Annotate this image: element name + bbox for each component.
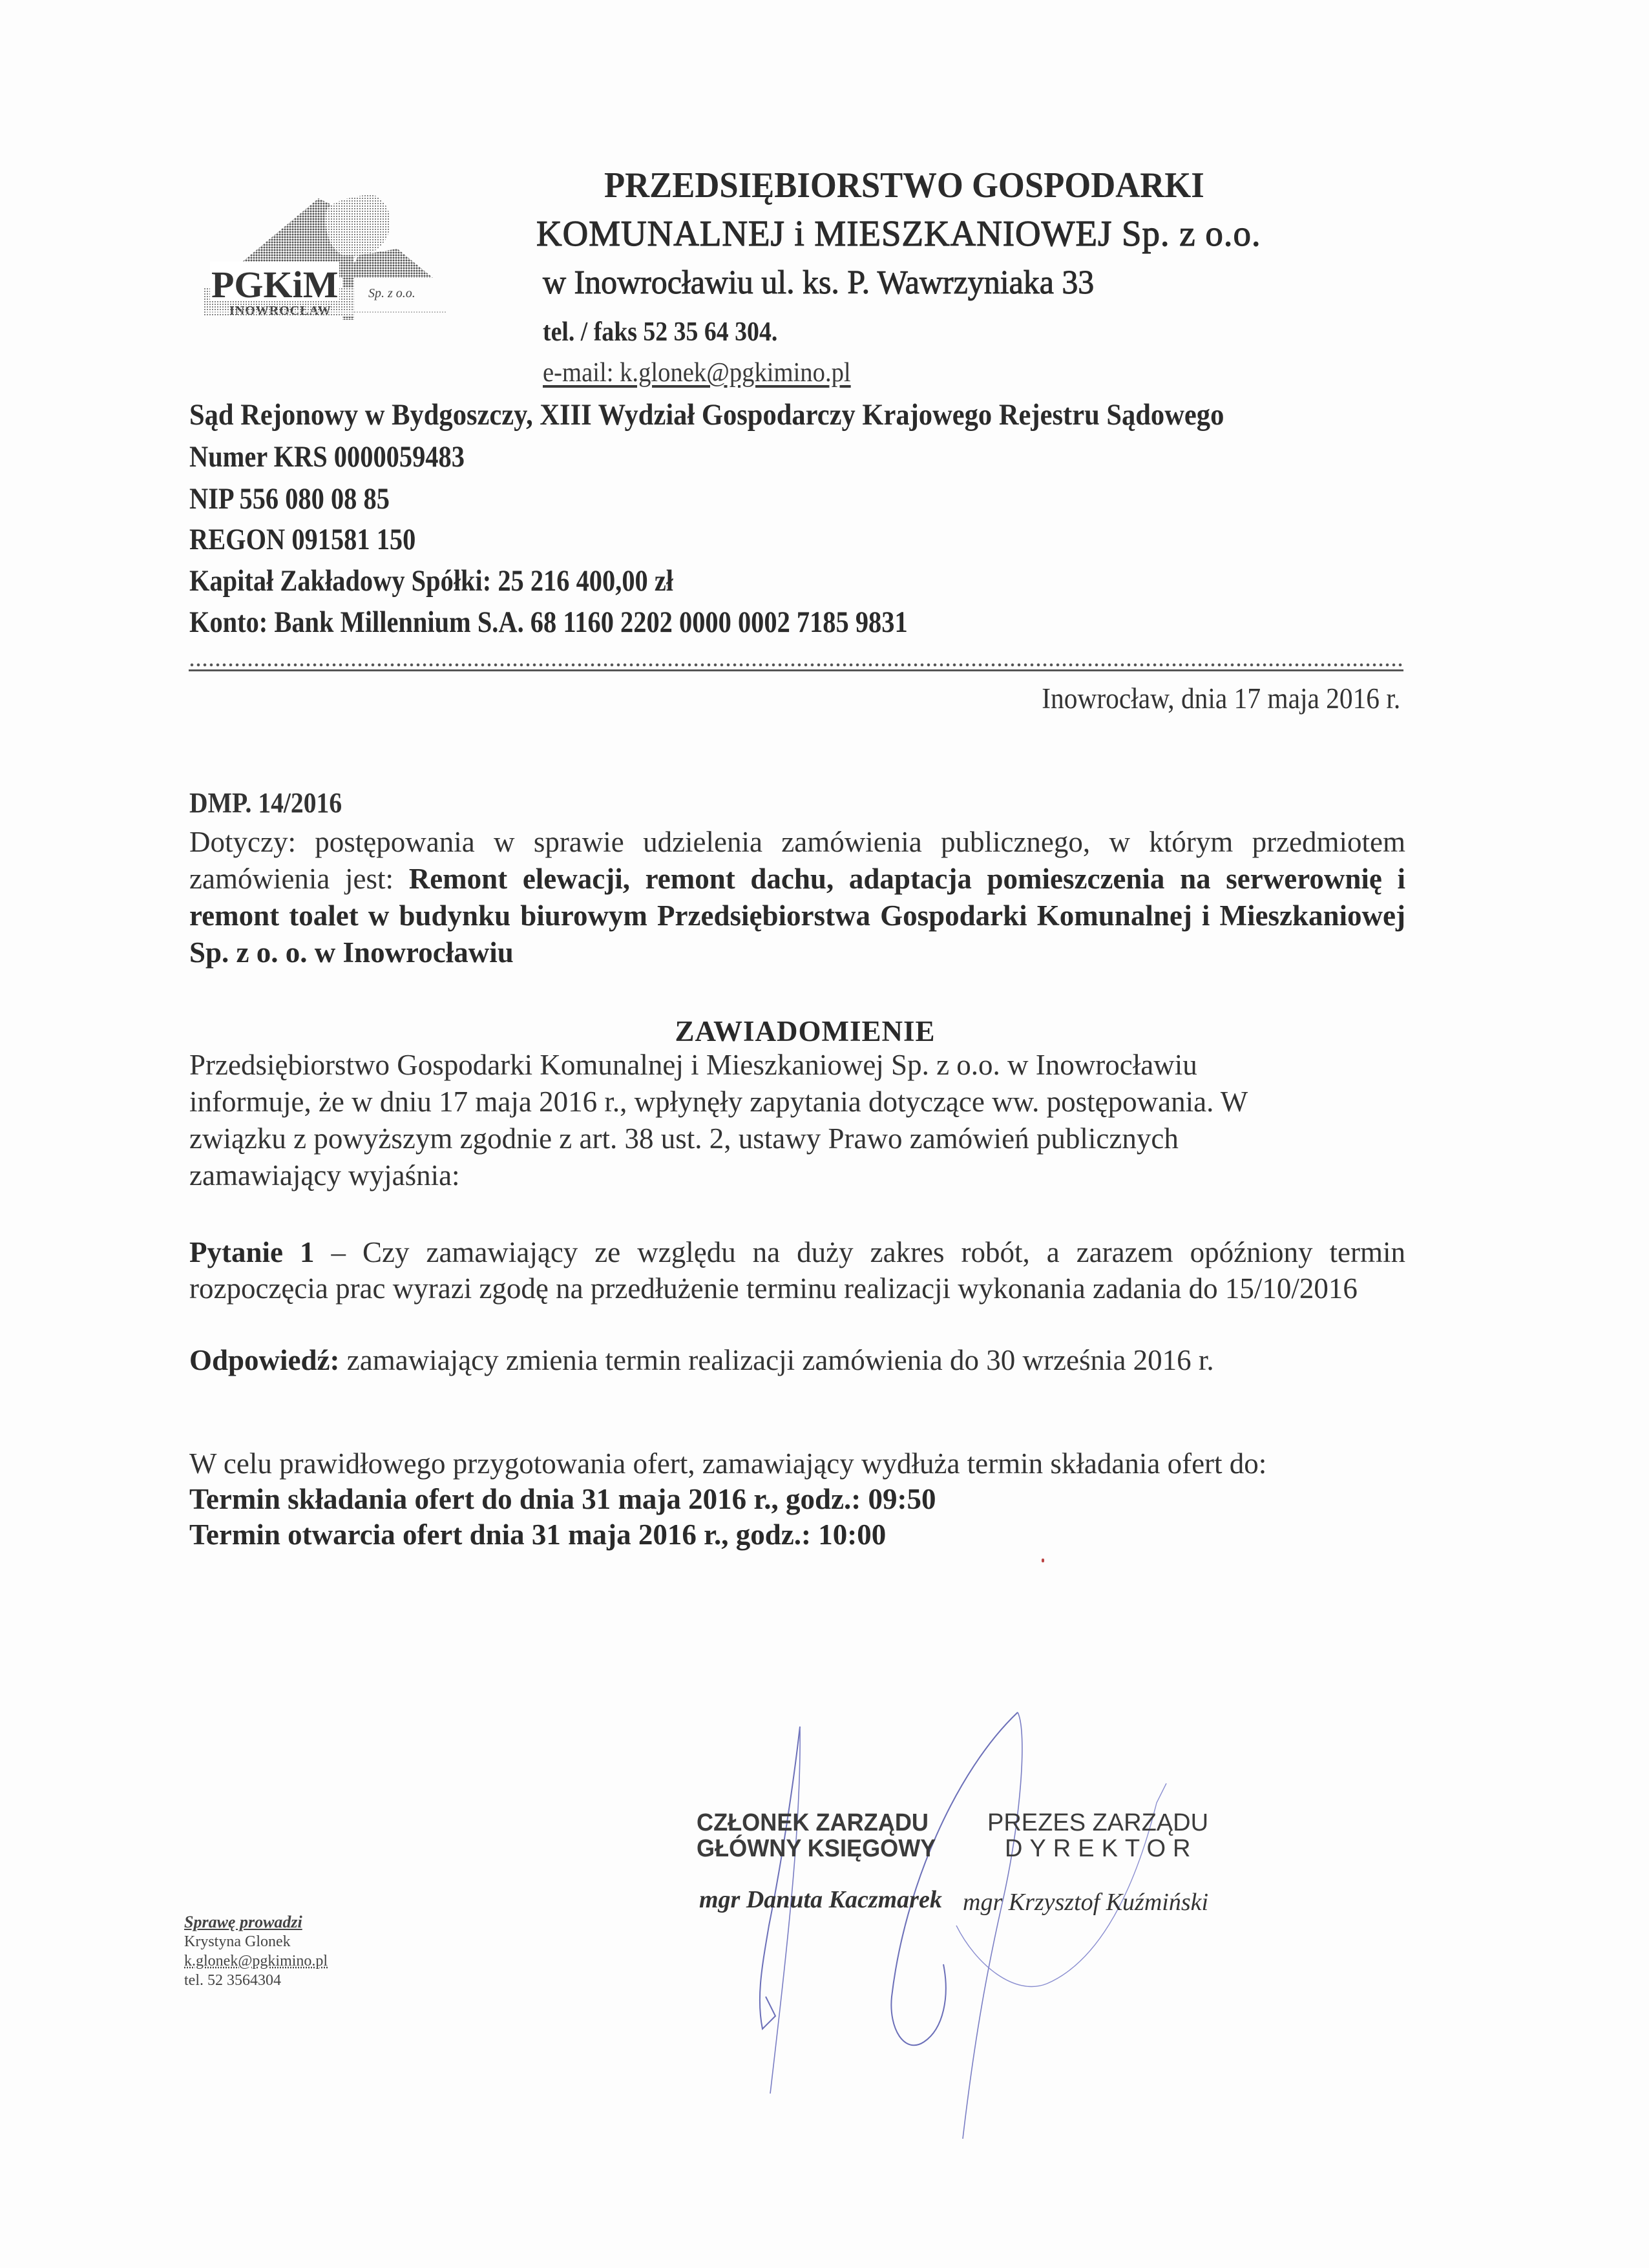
question-1	[189, 1234, 1405, 1307]
scan-speck	[1042, 1559, 1044, 1562]
tree-crown-shape	[326, 194, 390, 258]
case-handler-heading: Sprawę prowadzi	[184, 1913, 302, 1931]
submission-deadline: Termin składania ofert do dnia 31 maja 2016 r., godz.: 09:50	[189, 1483, 936, 1515]
answer-1	[189, 1343, 1405, 1378]
dotted-separator	[189, 662, 1403, 667]
logo-city: INOWROCŁAW	[229, 304, 331, 318]
subject-paragraph	[189, 824, 1405, 971]
regon-number: REGON 091581 150	[189, 523, 416, 556]
case-handler-name: Krystyna Glonek	[184, 1933, 291, 1950]
share-capital: Kapitał Zakładowy Spółki: 25 216 400,00 zł	[189, 564, 674, 598]
company-name-line2: KOMUNALNEJ i MIESZKANIOWEJ Sp. z o.o.	[536, 214, 1261, 254]
deadline-extension-text: W celu prawidłowego przygotowania ofert, zamawiający wydłuża termin składania ofert do:	[189, 1447, 1267, 1480]
court-registration: Sąd Rejonowy w Bydgoszczy, XIII Wydział Gospodarczy Krajowego Rejestru Sądowego	[189, 398, 1224, 432]
case-handler-phone: tel. 52 3564304	[184, 1972, 281, 1989]
opening-deadline: Termin otwarcia ofert dnia 31 maja 2016 r., godz.: 10:00	[189, 1518, 887, 1551]
case-handler-block	[184, 1913, 328, 1990]
signature-right-stem	[963, 1712, 1022, 2139]
subject-title: Remont elewacji, remont dachu, adaptacja pomieszczenia na serwerownię i remont toalet w budynku biurowym Przedsiębiorstwa Gospodarki Komunalnej i Mieszkaniowej Sp. z o. o. w Inowrocławiu	[189, 863, 1406, 969]
bank-account: Konto: Bank Millennium S.A. 68 1160 2202 0000 0002 7185 9831	[189, 605, 908, 639]
subject-intro: Dotyczy: postępowania w sprawie udzielenia zamówienia publicznego, w którym przedmiotem zamówienia jest:	[189, 826, 1405, 895]
stamp-board-member-title: CZŁONEK ZARZĄDU	[697, 1809, 929, 1836]
logo-mark: PGKiM	[211, 264, 339, 306]
handwritten-signatures	[743, 1693, 1292, 2158]
company-logo	[204, 158, 475, 320]
company-phone: tel. / faks 52 35 64 304.	[543, 317, 778, 347]
logo-graphic	[204, 158, 475, 320]
reference-number: DMP. 14/2016	[189, 787, 342, 819]
answer-text: zamawiający zmienia termin realizacji zamówienia do 30 września 2016 r.	[339, 1344, 1214, 1376]
question-dash: –	[314, 1236, 362, 1268]
company-name-line1: PRZEDSIĘBIORSTWO GOSPODARKI	[604, 165, 1204, 205]
stamp-president-title: PREZES ZARZĄDU	[987, 1809, 1209, 1836]
stamp-director-title: DYREKTOR	[1005, 1835, 1198, 1862]
case-handler-email-link[interactable]: k.glonek@pgkimino.pl	[184, 1953, 328, 1969]
signature-left-stroke	[760, 1727, 800, 2029]
question-text: Czy zamawiający ze względu na duży zakres robót, a zarazem opóźniony termin rozpoczęcia prac wyrazi zgodę na przedłużenie terminu realizacji wykonania zadania do 15/10/2016	[189, 1236, 1406, 1305]
krs-number: Numer KRS 0000059483	[189, 440, 465, 474]
signature-right-loop	[891, 1712, 1018, 2045]
notice-heading: ZAWIADOMIENIE	[675, 1015, 936, 1047]
question-label: Pytanie 1	[189, 1236, 315, 1268]
company-address: w Inowrocławiu ul. ks. P. Wawrzyniaka 33	[543, 264, 1095, 301]
nip-number: NIP 556 080 08 85	[189, 482, 390, 516]
notice-paragraph: Przedsiębiorstwo Gospodarki Komunalnej i Mieszkaniowej Sp. z o.o. w Inowrocławiu informuje, że w dniu 17 maja 2016 r., wpłynęły zapytania dotyczące ww. postępowania. W związku z powyższym zgodnie z art. 38 ust. 2, ustawy Prawo zamówień publicznych zamawiający wyjaśnia:	[189, 1049, 1248, 1192]
logo-divider	[207, 311, 446, 313]
answer-label: Odpowiedź:	[189, 1344, 340, 1376]
company-email-link[interactable]: e-mail: k.glonek@pgkimino.pl	[543, 358, 851, 388]
logo-suffix: Sp. z o.o.	[368, 286, 415, 300]
stamp-right-name: mgr Krzysztof Kuźmiński	[963, 1889, 1209, 1916]
header-rule	[189, 669, 1403, 671]
stamp-left-name: mgr Danuta Kaczmarek	[699, 1886, 942, 1913]
letter-date: Inowrocław, dnia 17 maja 2016 r.	[1042, 682, 1400, 715]
stamp-chief-accountant-title: GŁÓWNY KSIĘGOWY	[697, 1835, 936, 1862]
